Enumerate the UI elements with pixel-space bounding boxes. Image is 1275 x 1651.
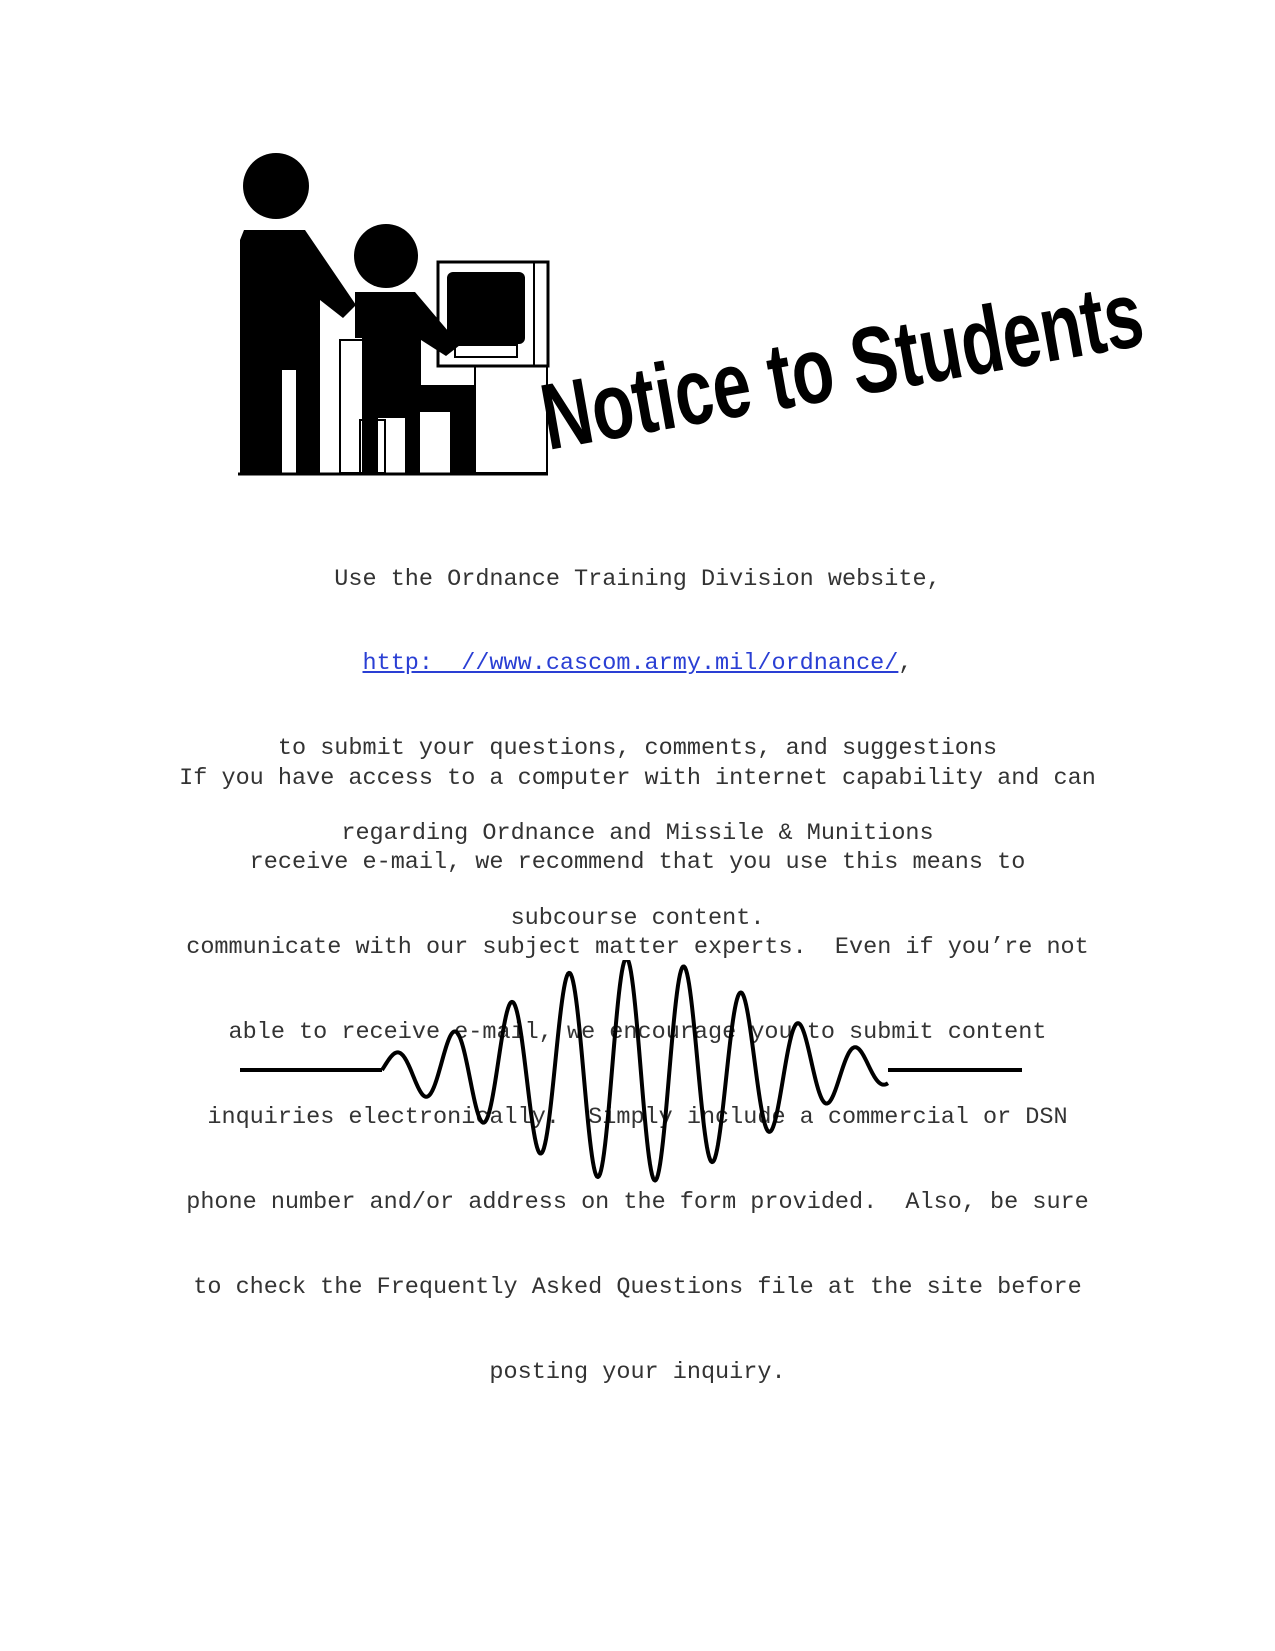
- paragraph2-line: inquiries electronically. Simply include a commercial or DSN: [207, 1104, 1068, 1132]
- paragraph1-line4: regarding Ordnance and Missile & Munitions: [341, 820, 934, 848]
- wave-path: [382, 960, 888, 1181]
- paragraph1-link-line: [0, 650, 1275, 678]
- notice-banner: [0, 0, 1275, 500]
- paragraph2-line: to check the Frequently Asked Questions file at the site before: [193, 1273, 1082, 1301]
- paragraph1-line1: Use the Ordnance Training Division website,: [334, 565, 941, 593]
- signal-wave-graphic: [0, 960, 1275, 1220]
- paragraph2-line: receive e-mail, we recommend that you use this means to: [249, 849, 1026, 877]
- paragraph2-line: able to receive e-mail, we encourage you to submit content: [228, 1019, 1047, 1047]
- notice-title: Notice to Students: [533, 261, 1151, 471]
- paragraph2-line: communicate with our subject matter experts. Even if you’re not: [186, 934, 1089, 962]
- link-suffix: ,: [898, 650, 913, 678]
- paragraph2-line: phone number and/or address on the form provided. Also, be sure: [186, 1189, 1089, 1217]
- paragraph1-line5: subcourse content.: [510, 905, 765, 933]
- paragraph1-line3: to submit your questions, comments, and suggestions: [277, 735, 998, 763]
- paragraph2-line: If you have access to a computer with internet capability and can: [179, 764, 1096, 792]
- ordnance-website-link[interactable]: http: //www.cascom.army.mil/ordnance/: [362, 650, 899, 678]
- students-at-computer-icon: [0, 0, 1275, 500]
- paragraph2-line: posting your inquiry.: [489, 1358, 786, 1386]
